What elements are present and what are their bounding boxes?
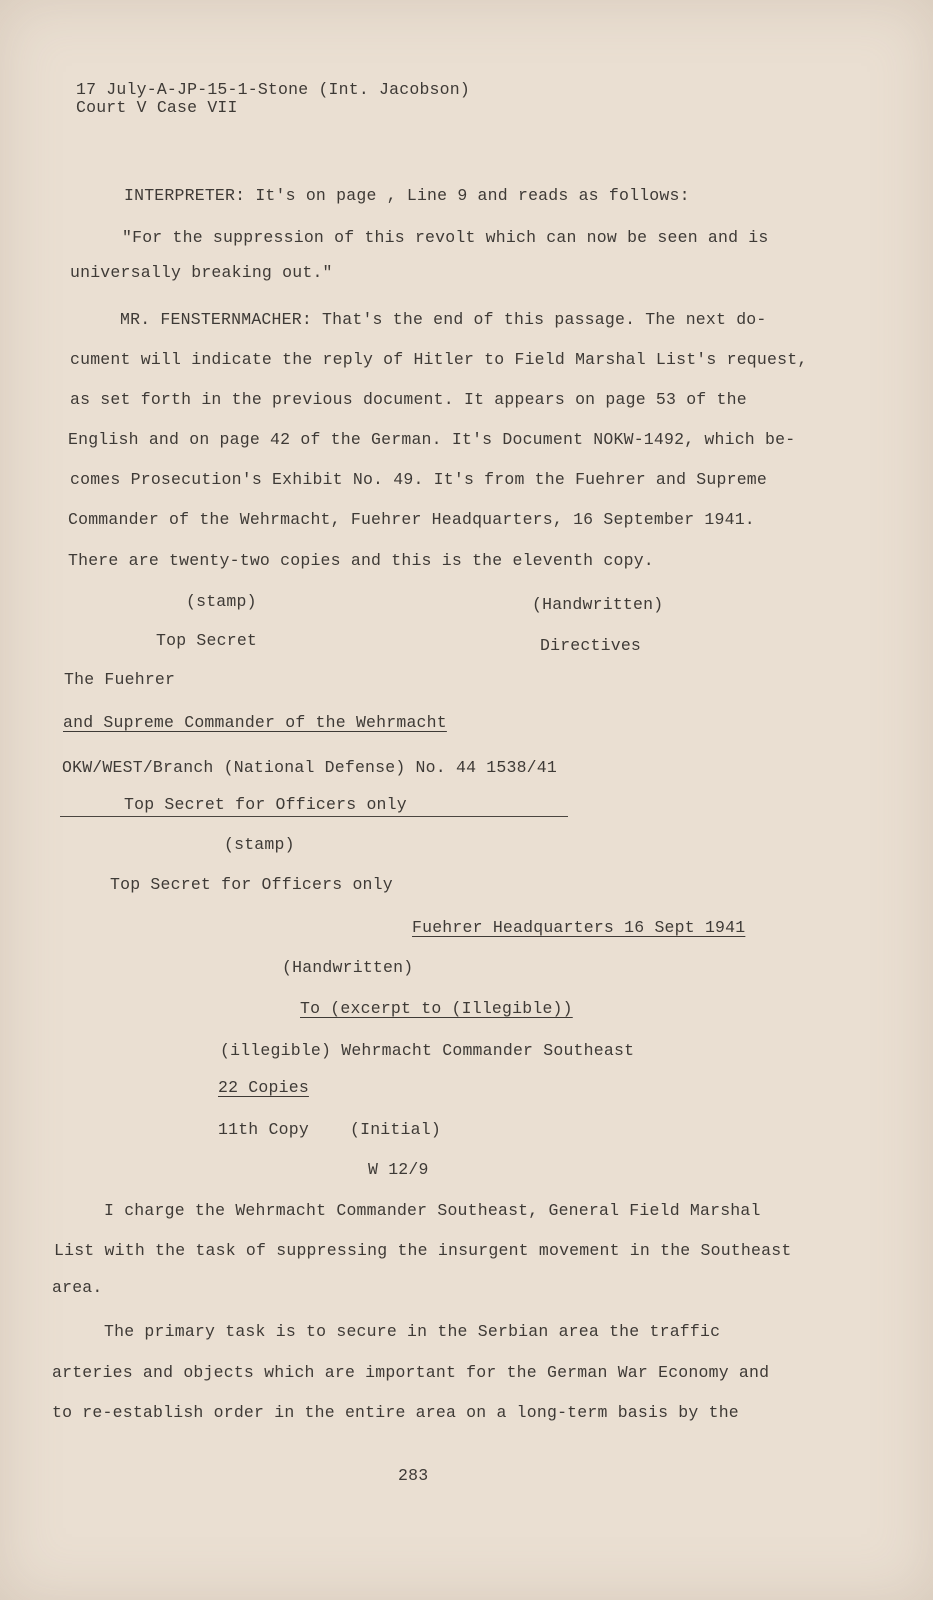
top-secret-rule [60, 816, 568, 817]
directive-para1-line-2: List with the task of suppressing the insurgent movement in the Southeast [54, 1241, 792, 1260]
directive-para1-line-3: area. [52, 1278, 103, 1297]
to-excerpt-line: To (excerpt to (Illegible)) [300, 999, 573, 1018]
illegible-commander-line: (illegible) Wehrmacht Commander Southeast [220, 1041, 635, 1060]
fenstermacher-line-3: as set forth in the previous document. It appears on page 53 of the [70, 390, 747, 409]
fenstermacher-line-7: There are twenty-two copies and this is the eleventh copy. [68, 551, 654, 570]
top-secret-label: Top Secret [156, 631, 258, 650]
copies-line: 22 Copies [218, 1078, 309, 1097]
fenstermacher-line-1: MR. FENSTERNMACHER: That's the end of this passage. The next do- [120, 310, 767, 329]
w-mark-line: W 12/9 [368, 1160, 429, 1179]
fenstermacher-line-5: comes Prosecution's Exhibit No. 49. It's from the Fuehrer and Supreme [70, 470, 768, 489]
interpreter-line-2: "For the suppression of this revolt which can now be seen and is [122, 228, 769, 247]
header-line-2: Court V Case VII [76, 98, 238, 117]
headquarters-date-line: Fuehrer Headquarters 16 Sept 1941 [412, 918, 746, 937]
stamp-label-1: (stamp) [186, 592, 257, 611]
interpreter-line-3: universally breaking out." [70, 263, 333, 282]
page-number: 283 [398, 1466, 429, 1485]
interpreter-line-1: INTERPRETER: It's on page , Line 9 and reads as follows: [124, 186, 690, 205]
directive-para2-line-1: The primary task is to secure in the Serbian area the traffic [104, 1322, 721, 1341]
fuehrer-line: The Fuehrer [64, 670, 176, 689]
fenstermacher-line-4: English and on page 42 of the German. It's Document NOKW-1492, which be- [68, 430, 796, 449]
supreme-commander-line: and Supreme Commander of the Wehrmacht [63, 713, 447, 732]
directive-para2-line-3: to re-establish order in the entire area on a long-term basis by the [52, 1403, 739, 1422]
directives-label: Directives [540, 636, 642, 655]
top-secret-officers-line: Top Secret for Officers only [110, 875, 393, 894]
stamp-label-2: (stamp) [224, 835, 295, 854]
top-secret-officers-underlined: Top Secret for Officers only [124, 795, 407, 814]
directive-para2-line-2: arteries and objects which are important for the German War Economy and [52, 1363, 770, 1382]
fenstermacher-line-6: Commander of the Wehrmacht, Fuehrer Headquarters, 16 September 1941. [68, 510, 755, 529]
handwritten-label-1: (Handwritten) [532, 595, 664, 614]
header-line-1: 17 July-A-JP-15-1-Stone (Int. Jacobson) [76, 80, 470, 99]
handwritten-label-2: (Handwritten) [282, 958, 414, 977]
okw-reference-line: OKW/WEST/Branch (National Defense) No. 44 1538/41 [62, 758, 557, 777]
copy-number-line: 11th Copy [218, 1120, 309, 1139]
fenstermacher-line-2: cument will indicate the reply of Hitler to Field Marshal List's request, [70, 350, 808, 369]
initial-label: (Initial) [350, 1120, 441, 1139]
directive-para1-line-1: I charge the Wehrmacht Commander Southeast, General Field Marshal [104, 1201, 761, 1220]
